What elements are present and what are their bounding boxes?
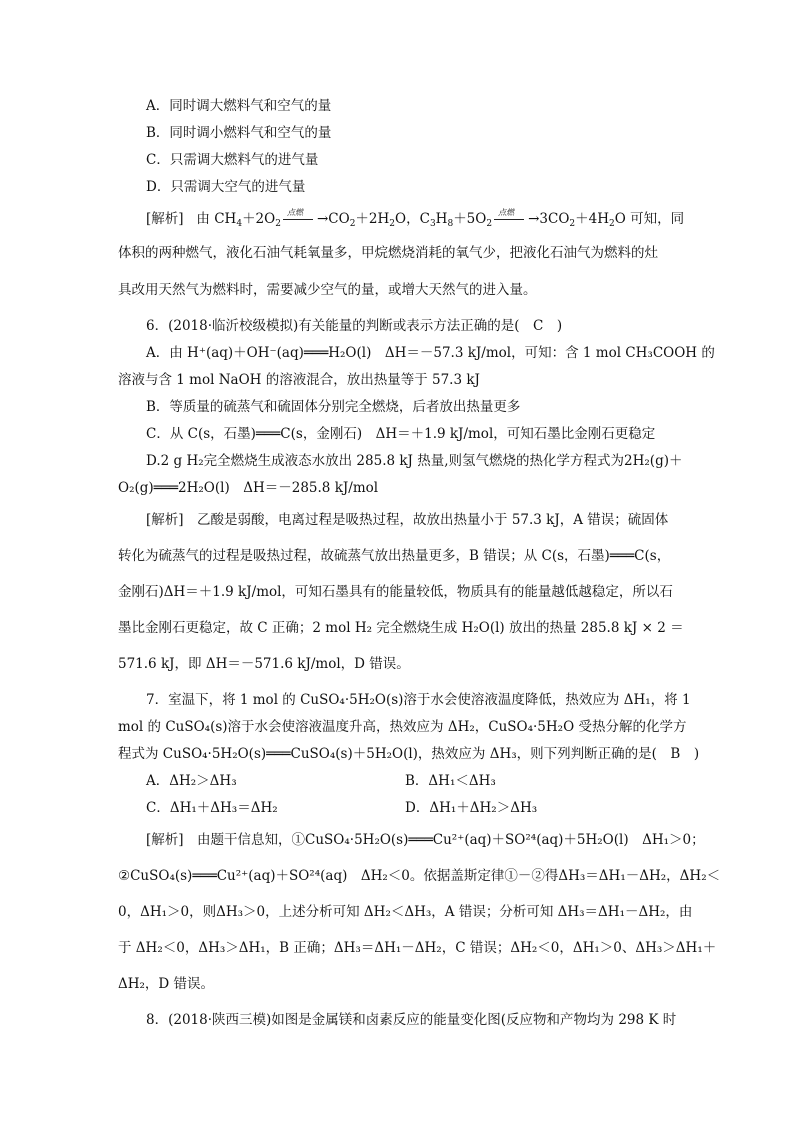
q5-option-d: D．只需调大空气的进气量 [146,179,306,195]
q7-option-b: B．ΔH₁＜ΔH₃ [405,773,496,789]
q7-stem-1: 7．室温下，将 1 mol 的 CuSO₄·5H₂O(s)溶于水会使溶液温度降低，热效应为 ΔH₁，将 1 [146,692,691,708]
q6-option-a: A．由 H⁺(aq)＋OH⁻(aq)═══H₂O(l) ΔH＝－57.3 kJ/mol，可知：含 1 mol CH₃COOH 的 [146,345,715,361]
q6-analysis-1: [解析] 乙酸是弱酸，电离过程是吸热过程，故放出热量小于 57.3 kJ，A 错误；硫固体 [146,512,669,528]
q6-stem: 6．(2018·临沂校级模拟)有关能量的判断或表示方法正确的是( C ) [146,318,563,334]
q7-option-a: A．ΔH₂＞ΔH₃ [146,773,237,789]
analysis-label: [解析] [146,211,184,227]
q7-option-d: D．ΔH₁＋ΔH₂＞ΔH₃ [405,800,538,816]
q8-stem: 8．(2018·陕西三模)如图是金属镁和卤素反应的能量变化图(反应物和产物均为 298 K 时 [146,1012,677,1028]
q7-analysis-2: ②CuSO₄(s)═══Cu²⁺(aq)＋SO²⁴(aq) ΔH₂＜0。依据盖斯定律①－②得ΔH₃＝ΔH₁－ΔH₂，ΔH₂＜ [118,868,721,884]
q6-option-b: B．等质量的硫蒸气和硫固体分别完全燃烧，后者放出热量更多 [146,399,521,415]
q5-option-c: C．只需调大燃料气的进气量 [146,152,319,168]
q6-analysis-4: 墨比金刚石更稳定，故 C 正确；2 mol H₂ 完全燃烧生成 H₂O(l) 放出的热量 285.8 kJ × 2 ＝ [118,620,684,636]
q5-analysis-line-2: 体积的两种燃气，液化石油气耗氧量多，甲烷燃烧消耗的氧气少，把液化石油气为燃料的灶 [118,245,658,261]
q7-stem-2: mol 的 CuSO₄(s)溶于水会使溶液温度升高，热效应为 ΔH₂，CuSO₄·5H₂O 受热分解的化学方 [118,719,687,735]
q6-analysis-2: 转化为硫蒸气的过程是吸热过程，故硫蒸气放出热量更多，B 错误；从 C(s，石墨)═══C(s， [118,548,671,564]
q6-option-c: C．从 C(s，石墨)═══C(s，金刚石) ΔH＝＋1.9 kJ/mol，可知石墨比金刚石更稳定 [146,426,656,442]
q5-analysis-line-3: 具改用天然气为燃料时，需要减少空气的量，或增大天然气的进入量。 [118,282,537,298]
q5-analysis-line-1: [解析] 由 $CH_4+2O_2$ 点燃 $\to CO_2+2H_2O$，$C_3H_8+5O_2$ 点燃 $\to 3CO_2+4H_2O$ 可知，同 [146,208,685,229]
q7-option-c: C．ΔH₁＋ΔH₃＝ΔH₂ [146,800,278,816]
q6-analysis-3: 金刚石)ΔH＝＋1.9 kJ/mol，可知石墨具有的能量较低，物质具有的能量越低越稳定，所以石 [118,584,673,600]
q7-analysis-1: [解析] 由题干信息知，①CuSO₄·5H₂O(s)═══Cu²⁺(aq)＋SO²⁴(aq)＋5H₂O(l) ΔH₁＞0； [146,832,705,848]
q5-option-b: B．同时调小燃料气和空气的量 [146,125,332,141]
q6-option-d-cont: O₂(g)═══2H₂O(l) ΔH＝－285.8 kJ/mol [118,480,379,496]
q7-analysis-3: 0，ΔH₁＞0，则ΔH₃＞0，上述分析可知 ΔH₂＜ΔH₃，A 错误；分析可知 ΔH₃＝ΔH₁－ΔH₂，由 [118,904,693,920]
q6-option-d: D.2 g H₂完全燃烧生成液态水放出 285.8 kJ 热量,则氢气燃烧的热化学方程式为2H₂(g)＋ [146,453,683,469]
q7-analysis-5: ΔH₂，D 错误。 [118,976,215,992]
q7-analysis-4: 于 ΔH₂＜0，ΔH₃＞ΔH₁，B 正确；ΔH₃＝ΔH₁－ΔH₂，C 错误；ΔH₂＜0，ΔH₁＞0、ΔH₃＞ΔH₁＋ [118,940,717,956]
reaction-condition: 点燃 [492,210,528,228]
q7-stem-3: 程式为 CuSO₄·5H₂O(s)═══CuSO₄(s)＋5H₂O(l)，热效应为 ΔH₃，则下列判断正确的是( B ) [118,746,700,762]
q6-option-a-cont: 溶液与含 1 mol NaOH 的溶液混合，放出热量等于 57.3 kJ [118,372,480,388]
q6-analysis-5: 571.6 kJ，即 ΔH＝－571.6 kJ/mol，D 错误。 [118,656,410,672]
q5-option-a: A．同时调大燃料气和空气的量 [146,98,332,114]
reaction-condition: 点燃 [281,210,317,228]
